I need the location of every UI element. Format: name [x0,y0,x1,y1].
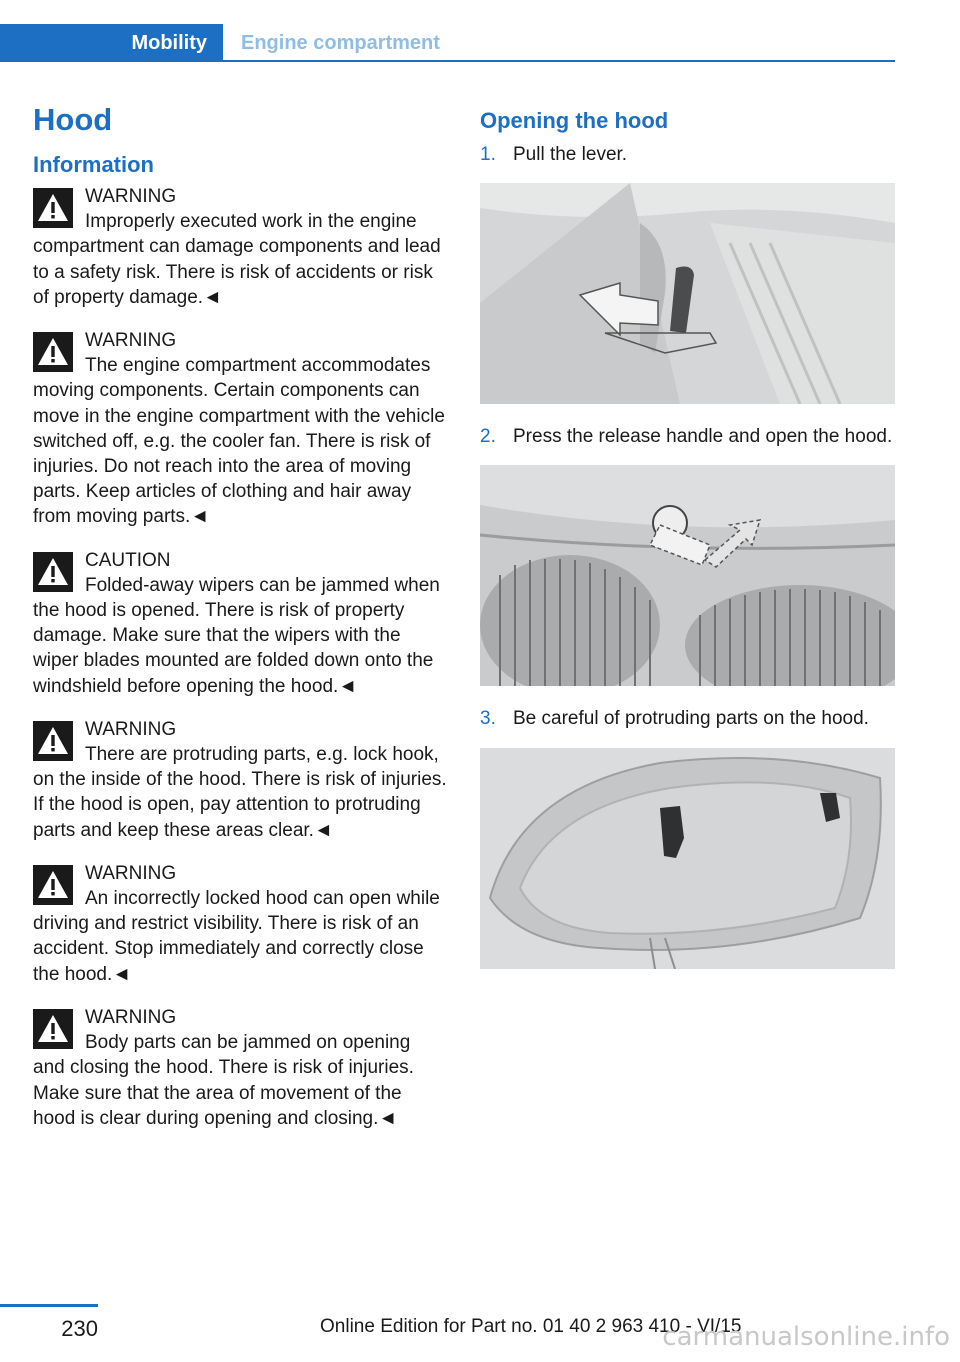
procedure-heading: Opening the hood [480,108,669,133]
step-2 [480,424,895,449]
page-number: 230 [61,1316,98,1341]
step-text: Be careful of protruding parts on the hood. [513,708,869,730]
warning-list [33,184,447,1131]
step-text: Pull the lever. [513,144,628,165]
warning-label: WARNING [85,718,177,740]
lever-illustration [480,183,895,404]
section-tab-label: Mobility [131,31,207,54]
step-number: 2. [480,426,496,448]
warning-text: Folded-away wipers can be jammed when the hood is opened. There is risk of property damage. Make sure that the wipers with the wiper blades mounted are folded down onto the windshield before opening the hood.◄ [33,574,440,697]
warning-text: Body parts can be jammed on opening and closing the hood. There is risk of injuries. Make sure that the area of movement of the hood is clear during opening and closing.◄ [33,1032,414,1129]
warning-label: WARNING [85,862,177,884]
section-heading: Information [33,152,154,177]
warning-triangle-icon [33,332,73,372]
edition-footer: Online Edition for Part no. 01 40 2 963 410 - VI/15 [320,1316,742,1337]
warning-block [33,548,447,699]
chapter-tab[interactable] [223,24,895,62]
warning-text: Improperly executed work in the engine compartment can damage components and lead to a safety risk. There is risk of accidents or risk of property damage.◄ [33,211,441,308]
warning-label: WARNING [85,330,177,352]
page-header [0,24,895,62]
warning-label: WARNING [85,1006,177,1028]
warning-triangle-icon [33,552,73,592]
warning-triangle-icon [33,865,73,905]
page-title: Hood [33,102,113,137]
warning-text: There are protruding parts, e.g. lock hook, on the inside of the hood. There is risk of injuries. If the hood is open, pay attention to protruding parts and keep these areas clear.◄ [33,744,447,841]
watermark: carmanualsonline.info [662,1322,950,1352]
warning-block [33,184,447,310]
warning-triangle-icon [33,188,73,228]
header-divider [223,60,895,62]
hood-underside-illustration [480,748,895,969]
chapter-tab-label: Engine compartment [241,31,440,54]
warning-block [33,328,447,530]
warning-triangle-icon [33,721,73,761]
procedure-steps [480,142,895,969]
warning-block [33,717,447,843]
warning-block [33,1005,447,1131]
left-column [33,100,447,1131]
warning-triangle-icon [33,1009,73,1049]
section-tab[interactable] [0,24,223,62]
warning-label: CAUTION [85,549,171,571]
step-3 [480,706,895,731]
warning-label: WARNING [85,186,177,207]
warning-text: An incorrectly locked hood can open while driving and restrict visibility. There is risk of an accident. Stop immediately and correctly close the hood.◄ [33,888,440,985]
release-handle-illustration [480,465,895,686]
step-1 [480,142,895,167]
step-text: Press the release handle and open the hood. [513,426,893,448]
right-column [480,100,895,989]
step-number: 1. [480,144,496,165]
page-number-bar [0,1304,98,1307]
warning-block [33,861,447,987]
step-number: 3. [480,708,496,730]
warning-text: The engine compartment accommodates moving components. Certain components can move in the engine compartment with the vehicle switched off, e.g. the cooler fan. There is risk of injuries. Do not reach into the area of moving parts. Keep articles of clothing and hair away from moving parts.◄ [33,355,445,528]
